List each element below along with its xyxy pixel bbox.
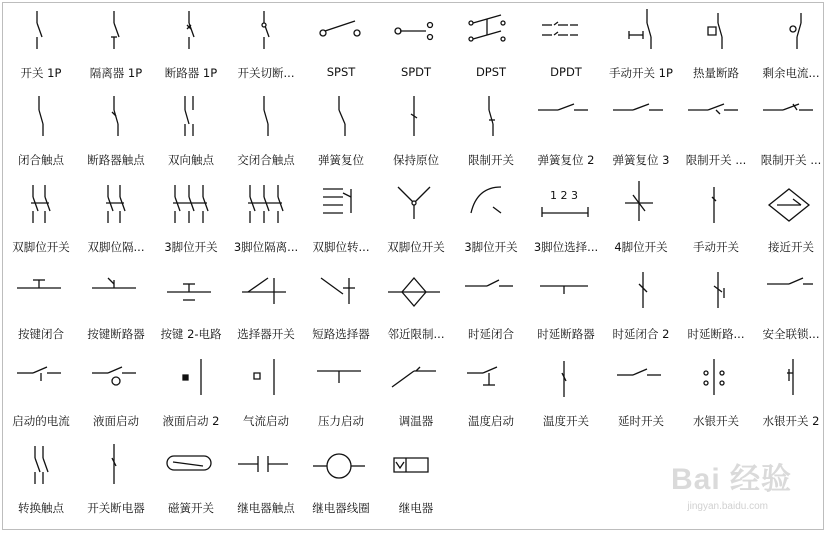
symbol-icon xyxy=(678,264,754,322)
symbol-label: 手动开关 1P xyxy=(609,66,673,80)
symbol-tile[interactable] xyxy=(453,177,529,263)
symbol-tile[interactable] xyxy=(3,90,79,176)
symbol-tile[interactable] xyxy=(78,3,154,89)
symbol-label: 温度开关 xyxy=(543,414,589,428)
symbol-tile[interactable] xyxy=(528,3,604,89)
symbol-label: 时延断路器 xyxy=(537,327,595,341)
symbol-label: 选择器开关 xyxy=(237,327,295,341)
symbol-icon xyxy=(753,351,828,409)
symbol-icon xyxy=(678,351,754,409)
symbol-tile[interactable] xyxy=(153,438,229,524)
symbol-tile[interactable] xyxy=(78,438,154,524)
symbol-icon xyxy=(378,264,454,322)
symbol-tile[interactable] xyxy=(603,3,679,89)
symbol-icon xyxy=(528,3,604,61)
symbol-tile[interactable] xyxy=(303,3,379,89)
symbol-tile[interactable] xyxy=(153,264,229,350)
symbol-tile[interactable] xyxy=(678,177,754,263)
symbol-tile[interactable] xyxy=(753,177,828,263)
symbol-tile[interactable] xyxy=(378,438,454,524)
symbol-icon xyxy=(303,90,379,148)
symbol-icon xyxy=(303,264,379,322)
symbol-label: 保持原位 xyxy=(393,153,439,167)
symbol-label: 开关断电器 xyxy=(87,501,145,515)
symbol-label: 时延闭合 xyxy=(468,327,514,341)
symbol-label: 气流启动 xyxy=(243,414,289,428)
symbol-icon xyxy=(528,264,604,322)
symbol-tile[interactable] xyxy=(678,3,754,89)
symbol-tile[interactable] xyxy=(78,177,154,263)
symbol-label: 交闭合触点 xyxy=(237,153,295,167)
symbol-icon xyxy=(228,177,304,235)
symbol-label: 限制开关 xyxy=(468,153,514,167)
symbol-icon xyxy=(453,3,529,61)
symbol-label: 接近开关 xyxy=(768,240,814,254)
symbol-icon xyxy=(228,3,304,61)
symbol-palette-frame xyxy=(2,2,824,530)
symbol-tile[interactable] xyxy=(78,90,154,176)
symbol-icon xyxy=(603,3,679,61)
symbol-label: 继电器线圈 xyxy=(312,501,370,515)
symbol-label: 3脚位选择... xyxy=(533,240,599,254)
symbol-icon xyxy=(153,90,229,148)
symbol-tile[interactable] xyxy=(303,264,379,350)
symbol-label: 手动开关 xyxy=(693,240,739,254)
symbol-tile[interactable] xyxy=(78,264,154,350)
symbol-label: 限制开关 ... xyxy=(760,153,822,167)
symbol-tile[interactable] xyxy=(678,264,754,350)
symbol-label: 弹簧复位 xyxy=(318,153,364,167)
symbol-icon xyxy=(603,264,679,322)
symbol-icon xyxy=(678,177,754,235)
symbol-label: 开关 1P xyxy=(20,66,62,80)
symbol-label: 双脚位开关 xyxy=(12,240,70,254)
symbol-label: 延时开关 xyxy=(618,414,664,428)
symbol-label: 限制开关 ... xyxy=(685,153,747,167)
symbol-icon xyxy=(453,351,529,409)
symbol-icon xyxy=(153,3,229,61)
symbol-tile[interactable] xyxy=(603,351,679,437)
symbol-label: 按键闭合 xyxy=(18,327,64,341)
baidu-watermark-url: jingyan.baidu.com xyxy=(687,501,768,512)
symbol-icon xyxy=(153,438,229,496)
symbol-icon xyxy=(3,438,79,496)
symbol-tile[interactable] xyxy=(453,264,529,350)
symbol-tile[interactable] xyxy=(228,177,304,263)
symbol-icon xyxy=(228,90,304,148)
symbol-tile[interactable] xyxy=(228,3,304,89)
symbol-tile[interactable] xyxy=(528,177,604,263)
symbol-icon xyxy=(3,90,79,148)
symbol-icon xyxy=(678,3,754,61)
symbol-tile[interactable] xyxy=(453,90,529,176)
symbol-tile[interactable] xyxy=(303,351,379,437)
symbol-icon xyxy=(528,90,604,148)
symbol-icon xyxy=(678,90,754,148)
symbol-label: 断路器 1P xyxy=(164,66,218,80)
symbol-icon xyxy=(753,90,828,148)
symbol-label: 隔离器 1P xyxy=(89,66,143,80)
symbol-icon xyxy=(753,264,828,322)
symbol-icon xyxy=(3,177,79,235)
symbol-icon xyxy=(303,3,379,61)
symbol-label: 邻近限制... xyxy=(387,327,445,341)
symbol-icon xyxy=(303,438,379,496)
symbol-icon xyxy=(153,264,229,322)
symbol-tile[interactable] xyxy=(3,177,79,263)
symbol-icon xyxy=(78,351,154,409)
symbol-tile[interactable] xyxy=(678,90,754,176)
symbol-label: 短路选择器 xyxy=(312,327,370,341)
symbol-label: 弹簧复位 3 xyxy=(612,153,670,167)
symbol-label: DPDT xyxy=(550,65,582,79)
symbol-label: 时延断路... xyxy=(687,327,745,341)
symbol-label: 热量断路 xyxy=(693,66,739,80)
symbol-icon xyxy=(453,264,529,322)
symbol-tile[interactable] xyxy=(378,177,454,263)
symbol-icon xyxy=(453,90,529,148)
symbol-label: 4脚位开关 xyxy=(614,240,668,254)
symbol-label: 剩余电流... xyxy=(762,66,820,80)
symbol-label: 磁簧开关 xyxy=(168,501,214,515)
symbol-tile[interactable] xyxy=(753,3,828,89)
symbol-icon xyxy=(378,438,454,496)
symbol-tile[interactable] xyxy=(528,351,604,437)
symbol-icon xyxy=(528,177,604,235)
baidu-watermark: Bai 经验 xyxy=(670,463,792,496)
symbol-label: 双脚位开关 xyxy=(387,240,445,254)
symbol-label: 液面启动 xyxy=(93,414,139,428)
symbol-icon xyxy=(228,351,304,409)
symbol-icon xyxy=(228,438,304,496)
symbol-label: SPST xyxy=(326,65,356,79)
symbol-icon xyxy=(528,351,604,409)
symbol-icon xyxy=(603,177,679,235)
symbol-icon xyxy=(3,351,79,409)
symbol-label: 转换触点 xyxy=(18,501,64,515)
symbol-icon xyxy=(453,177,529,235)
symbol-label: 双脚位隔... xyxy=(87,240,145,254)
symbol-tile[interactable] xyxy=(303,90,379,176)
symbol-icon xyxy=(78,3,154,61)
symbol-tile[interactable] xyxy=(228,351,304,437)
symbol-icon xyxy=(3,3,79,61)
symbol-icon xyxy=(603,351,679,409)
symbol-tile[interactable] xyxy=(453,351,529,437)
symbol-tile[interactable] xyxy=(378,351,454,437)
symbol-tile[interactable] xyxy=(153,3,229,89)
symbol-icon xyxy=(228,264,304,322)
symbol-label: 液面启动 2 xyxy=(162,414,220,428)
symbol-label: 继电器触点 xyxy=(237,501,295,515)
symbol-tile[interactable] xyxy=(303,177,379,263)
symbol-tile[interactable] xyxy=(3,264,79,350)
symbol-icon xyxy=(78,438,154,496)
symbol-icon xyxy=(603,90,679,148)
symbol-icon xyxy=(378,90,454,148)
svg-text:1 2 3: 1 2 3 xyxy=(550,189,578,202)
symbol-label: SPDT xyxy=(400,65,432,79)
symbol-icon xyxy=(378,3,454,61)
symbol-tile[interactable] xyxy=(378,3,454,89)
symbol-tile[interactable] xyxy=(378,90,454,176)
symbol-tile[interactable] xyxy=(228,264,304,350)
symbol-label: DPST xyxy=(475,65,507,79)
symbol-icon xyxy=(153,177,229,235)
symbol-label: 开关切断... xyxy=(237,66,295,80)
symbol-tile[interactable] xyxy=(3,438,79,524)
symbol-tile[interactable] xyxy=(753,351,828,437)
symbol-tile[interactable] xyxy=(453,3,529,89)
symbol-tile[interactable] xyxy=(603,90,679,176)
symbol-tile[interactable] xyxy=(228,90,304,176)
symbol-label: 继电器 xyxy=(398,501,434,515)
symbol-tile[interactable] xyxy=(378,264,454,350)
symbol-icon xyxy=(153,351,229,409)
symbol-tile[interactable] xyxy=(3,3,79,89)
symbol-tile[interactable] xyxy=(603,177,679,263)
symbol-label: 3脚位隔离... xyxy=(233,240,299,254)
symbol-label: 启动的电流 xyxy=(12,414,70,428)
symbol-label: 时延闭合 2 xyxy=(612,327,670,341)
symbol-icon xyxy=(78,264,154,322)
symbol-tile[interactable] xyxy=(303,438,379,524)
symbol-tile[interactable] xyxy=(3,351,79,437)
symbol-label: 按键断路器 xyxy=(87,327,145,341)
symbol-tile[interactable] xyxy=(678,351,754,437)
symbol-icon xyxy=(3,264,79,322)
symbol-label: 温度启动 xyxy=(468,414,514,428)
symbol-icon xyxy=(303,177,379,235)
symbol-tile[interactable] xyxy=(603,264,679,350)
symbol-label: 按键 2-电路 xyxy=(160,327,222,341)
symbol-tile[interactable] xyxy=(153,351,229,437)
symbol-icon xyxy=(378,351,454,409)
symbol-icon xyxy=(753,3,828,61)
symbol-label: 3脚位开关 xyxy=(164,240,218,254)
symbol-tile[interactable] xyxy=(153,90,229,176)
symbol-icon xyxy=(378,177,454,235)
symbol-tile[interactable] xyxy=(78,351,154,437)
symbol-label: 双脚位转... xyxy=(312,240,370,254)
symbol-icon xyxy=(78,90,154,148)
symbol-label: 断路器触点 xyxy=(87,153,145,167)
symbol-tile[interactable] xyxy=(528,264,604,350)
symbol-tile[interactable] xyxy=(753,264,828,350)
symbol-icon xyxy=(303,351,379,409)
symbol-label: 安全联锁... xyxy=(762,327,820,341)
symbol-tile[interactable] xyxy=(528,90,604,176)
symbol-icon xyxy=(753,177,828,235)
symbol-label: 水银开关 xyxy=(693,414,739,428)
symbol-icon xyxy=(78,177,154,235)
symbol-tile[interactable] xyxy=(228,438,304,524)
symbol-tile[interactable] xyxy=(753,90,828,176)
symbol-label: 压力启动 xyxy=(318,414,364,428)
symbol-tile[interactable] xyxy=(153,177,229,263)
symbol-label: 3脚位开关 xyxy=(464,240,518,254)
symbol-label: 弹簧复位 2 xyxy=(537,153,595,167)
symbol-label: 水银开关 2 xyxy=(762,414,820,428)
symbol-label: 调温器 xyxy=(398,414,434,428)
symbol-label: 双向触点 xyxy=(168,153,214,167)
symbol-label: 闭合触点 xyxy=(18,153,64,167)
